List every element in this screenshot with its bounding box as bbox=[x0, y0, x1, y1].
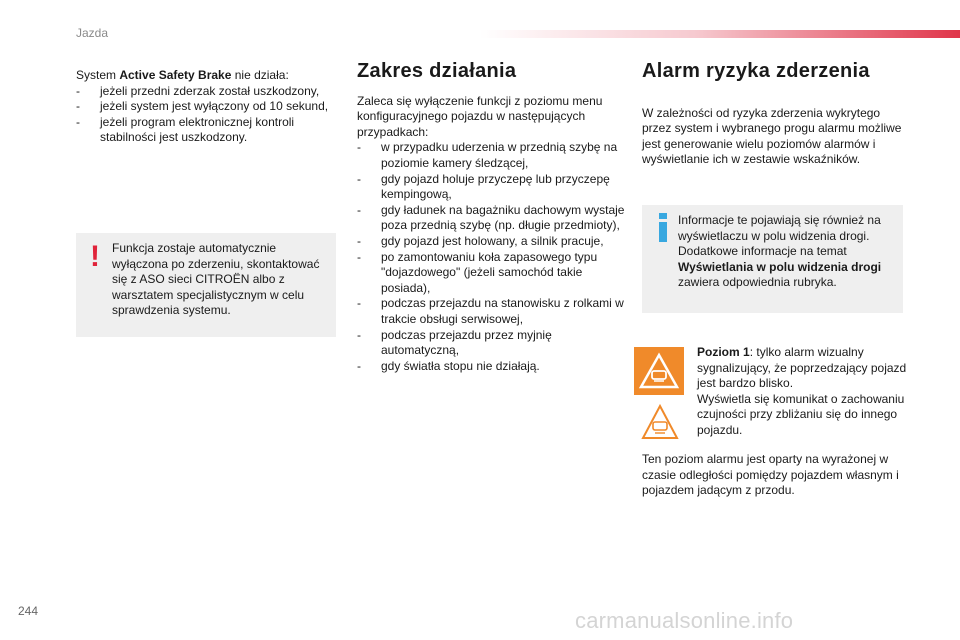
info-bold-reference: Wyświetlania w polu widzenia drogi bbox=[678, 259, 882, 274]
warning-icon: ! bbox=[90, 240, 100, 273]
page-number: 244 bbox=[18, 604, 39, 618]
range-list bbox=[357, 140, 625, 374]
info-box bbox=[642, 205, 903, 313]
list-item: - gdy pojazd holuje przyczepę lub przyczepę kempingową, bbox=[357, 172, 625, 203]
info-suffix: zawiera odpowiednia rubryka. bbox=[678, 275, 837, 290]
watermark: carmanualsonline.info bbox=[575, 608, 794, 633]
level-message: Wyświetla się komunikat o zachowaniu czujności przy zbliżaniu się do innego pojazdu. bbox=[697, 391, 905, 437]
collision-alert-outline-icon bbox=[640, 402, 680, 442]
warning-text: Funkcja zostaje automatycznie wyłączona po zderzeniu, skontaktować się z ASO sieci CITROËN albo z warsztatem specjalistycznym w celu sprawdzenia systemu. bbox=[112, 241, 320, 318]
list-item: - gdy ładunek na bagażniku dachowym wystaje poza przednią szybę (np. długie przedmioty), bbox=[357, 203, 625, 234]
list-item: - gdy światła stopu nie działają. bbox=[357, 359, 625, 375]
list-item: - podczas przejazdu na stanowisku z rolkami w trakcie obsługi serwisowej, bbox=[357, 296, 625, 327]
section-title-range: Zakres działania bbox=[357, 60, 517, 82]
list-item: - jeżeli system jest wyłączony od 10 sekund, bbox=[76, 99, 338, 115]
collision-alert-filled-icon bbox=[634, 347, 684, 395]
column-middle bbox=[357, 60, 625, 374]
malfunction-list bbox=[76, 84, 338, 146]
warning-box bbox=[76, 233, 336, 337]
column-left bbox=[76, 68, 338, 146]
level-footer-text: Ten poziom alarmu jest oparty na wyrażonej w czasie odległości pomiędzy pojazdem własnym i pojazdem jadącym z przodu. bbox=[642, 452, 899, 498]
list-item: - podczas przejazdu przez myjnię automatyczną, bbox=[357, 328, 625, 359]
level-label: Poziom 1 bbox=[697, 345, 750, 359]
list-item: - jeżeli przedni zderzak został uszkodzony, bbox=[76, 84, 338, 100]
level-description: Poziom 1: tylko alarm wizualny sygnalizujący, że poprzedzający pojazd jest bardzo blisko. Wyświetla się komunikat o zachowaniu czujności przy zbliżaniu się do innego pojazdu. bbox=[697, 345, 907, 437]
header-gradient-bar bbox=[480, 30, 960, 38]
list-item: - w przypadku uderzenia w przednią szybę na poziomie kamery śledzącej, bbox=[357, 140, 625, 171]
alarm-intro: W zależności od ryzyka zderzenia wykrytego przez system i wybranego progu alarmu możliwe jest generowanie wielu poziomów alarmów i wyświetlanie ich w zestawie wskaźników. bbox=[642, 105, 902, 167]
section-title-alarm: Alarm ryzyka zderzenia bbox=[642, 60, 870, 82]
column-right bbox=[642, 60, 904, 168]
info-icon bbox=[656, 213, 670, 243]
intro-paragraph: System Active Safety Brake nie działa: bbox=[76, 68, 289, 82]
list-item: - gdy pojazd jest holowany, a silnik pracuje, bbox=[357, 234, 625, 250]
range-intro: Zaleca się wyłączenie funkcji z poziomu menu konfiguracyjnego pojazdu w następujących przypadkach: bbox=[357, 93, 603, 139]
list-item: - jeżeli program elektronicznej kontroli stabilności jest uszkodzony. bbox=[76, 115, 338, 146]
list-item: - po zamontowaniu koła zapasowego typu "dojazdowego" (jeżeli samochód takie posiada), bbox=[357, 250, 625, 297]
info-text: Informacje te pojawiają się również na wyświetlaczu w polu widzenia drogi. Dodatkowe informacje na temat bbox=[678, 213, 881, 259]
system-name: Active Safety Brake bbox=[119, 68, 232, 82]
section-label: Jazda bbox=[76, 26, 109, 40]
